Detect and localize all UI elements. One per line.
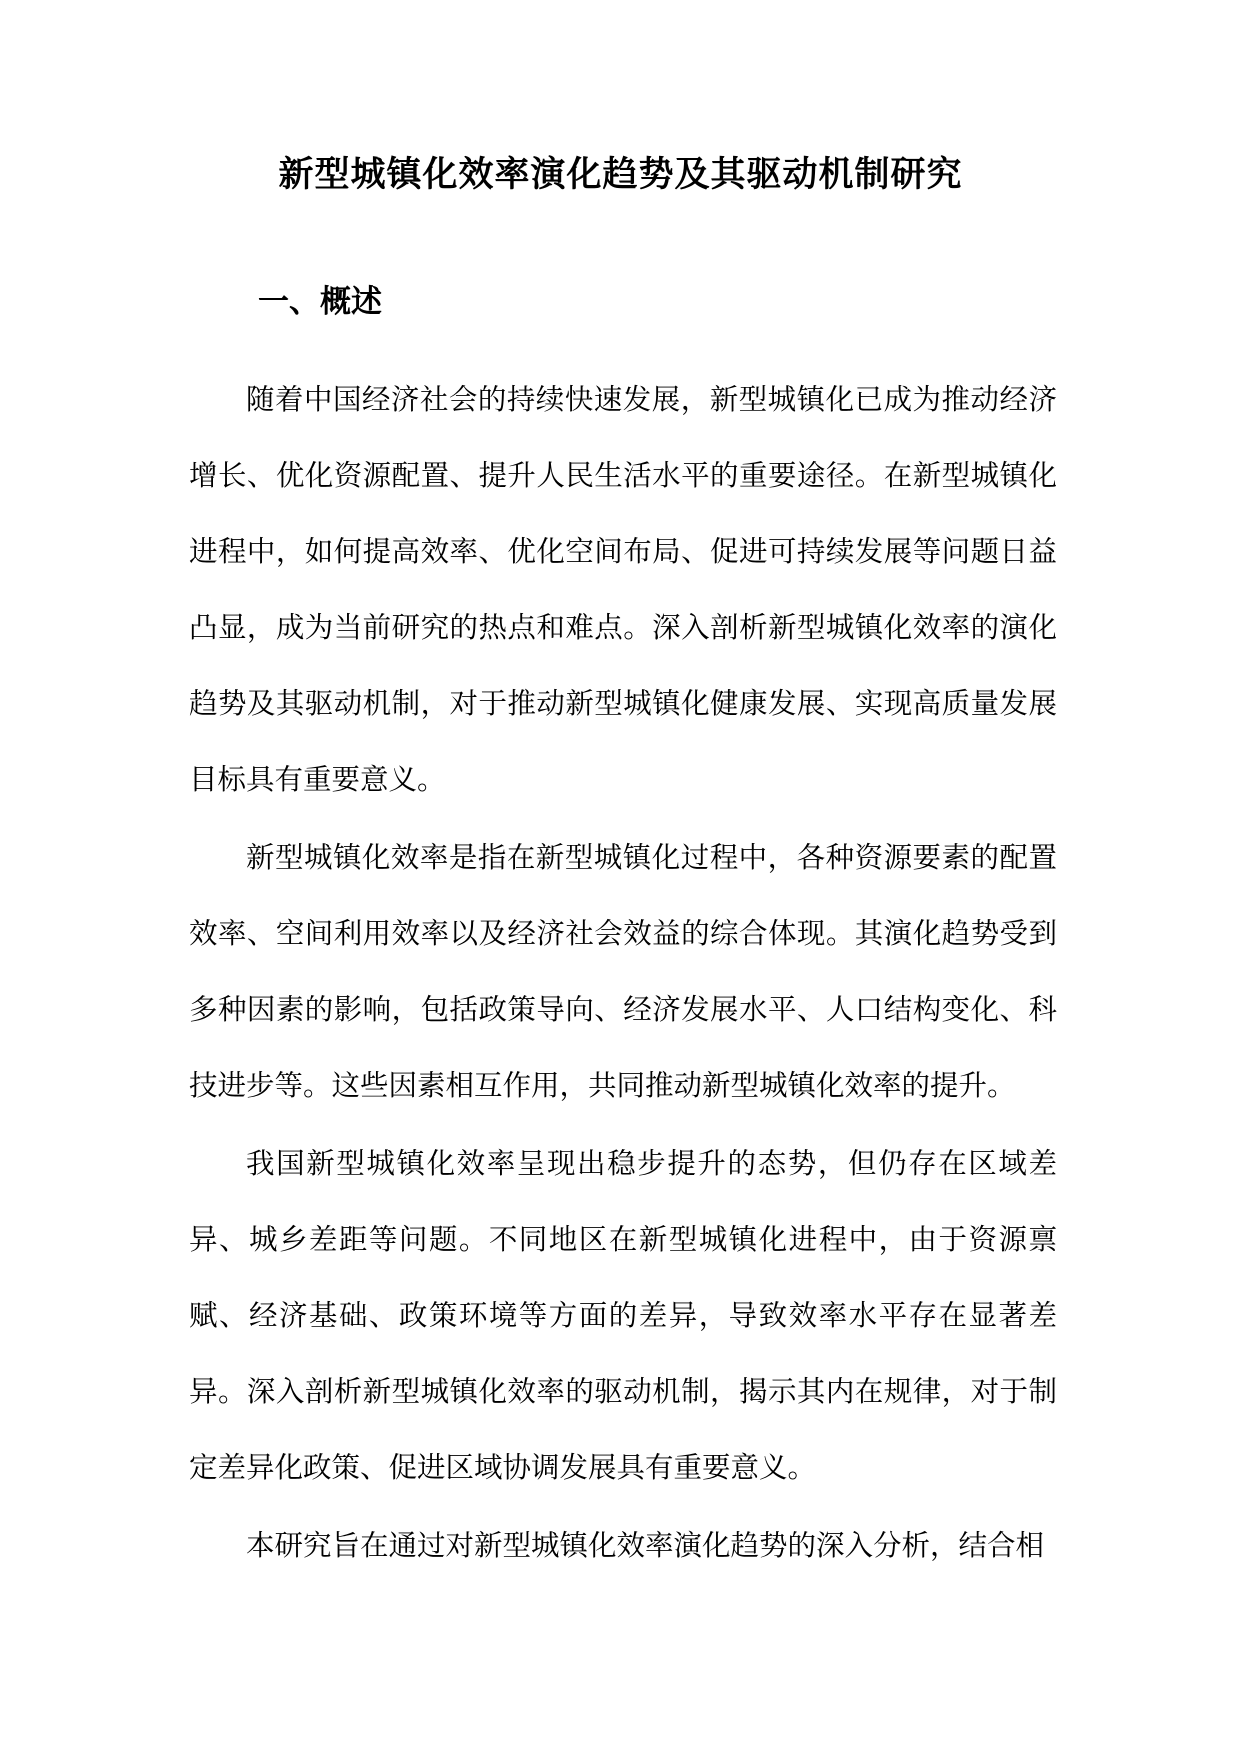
section-heading: 一、概述 [258,284,382,320]
paragraph-1: 随着中国经济社会的持续快速发展，新型城镇化已成为推动经济增长、优化资源配置、提升人民生活水平的重要途径。在新型城镇化进程中，如何提高效率、优化空间布局、促进可持续发展等问题日益凸显，成为当前研究的热点和难点。深入剖析新型城镇化效率的演化趋势及其驱动机制，对于推动新型城镇化健康发展、实现高质量发展目标具有重要意义。 [189,383,1057,796]
paragraph-3: 我国新型城镇化效率呈现出稳步提升的态势，但仍存在区域差异、城乡差距等问题。不同地区在新型城镇化进程中，由于资源禀赋、经济基础、政策环境等方面的差异，导致效率水平存在显著差异。深入剖析新型城镇化效率的驱动机制，揭示其内在规律，对于制定差异化政策、促进区域协调发展具有重要意义。 [189,1147,1057,1484]
body-text [189,362,1057,1586]
paragraph-4: 本研究旨在通过对新型城镇化效率演化趋势的深入分析，结合相 [246,1529,1045,1562]
paragraph-2: 新型城镇化效率是指在新型城镇化过程中，各种资源要素的配置效率、空间利用效率以及经济社会效益的综合体现。其演化趋势受到多种因素的影响，包括政策导向、经济发展水平、人口结构变化、科技进步等。这些因素相互作用，共同推动新型城镇化效率的提升。 [189,841,1057,1102]
document-title: 新型城镇化效率演化趋势及其驱动机制研究 [278,154,963,195]
